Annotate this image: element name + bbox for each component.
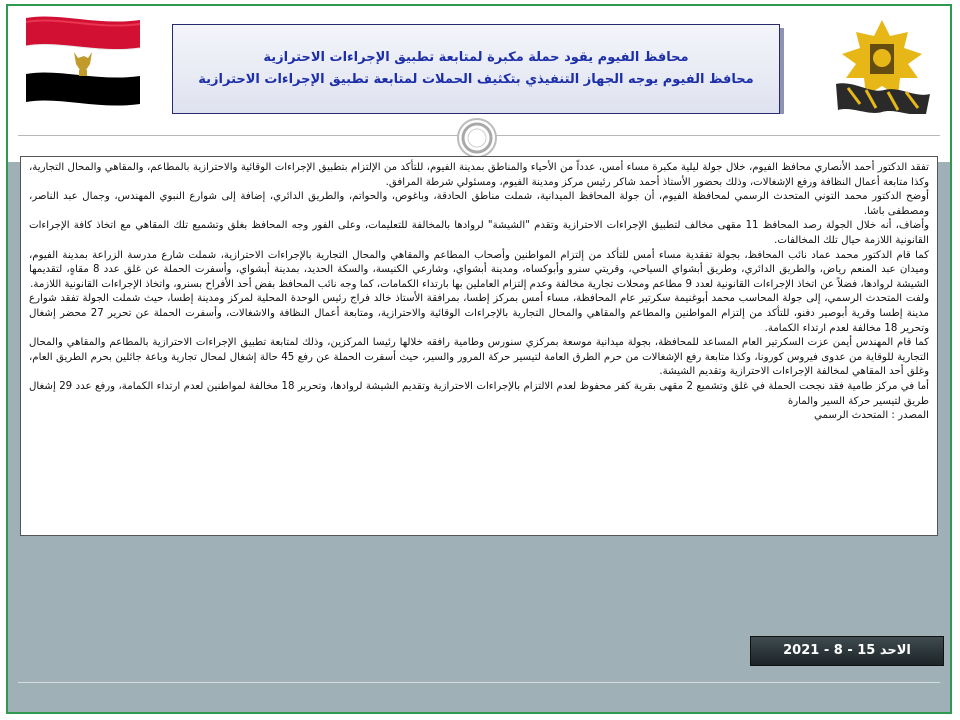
article-paragraph: ولفت المتحدث الرسمي، إلى جولة المحاسب محمد أبوغنيمة سكرتير عام المحافظة، مساء أمس بمركز إطسا، بمرافقة الأستاذ خالد فراج رئيس الوحدة المحلية لمركز ومدينة إطسا، حيث شملت الجولة تفقد شوارع مدينة إطسا وقرية أبوصير دفنو، للتأكد من إلتزام المواطنين والمطاعم والمقاهي والمحال التجارية بالإجراءات الوقائية والاحترازية، ومتابعة أعمال النظافة والاشغالات، وأسفرت الحملة عن تحرير 27 محضر إشغال وتحرير 18 مخالفة لعدم ارتداء الكمامة.: [29, 293, 929, 334]
article-paragraph: أوضح الدكتور محمد التوني المتحدث الرسمي لمحافظة الفيوم، أن جولة المحافظ الميدانية، شملت مناطق الحادقة، وباغوص، والحواتم، والطريق الدائري، إضافة إلى شوارع النبوي المهندس، وجمال عبد الناصر، ومصطفى باشا.: [29, 191, 929, 217]
bottom-rule: [18, 682, 940, 683]
article-paragraph: كما قام الدكتور محمد عماد نائب المحافظ، بجولة تفقدية مساء أمس للتأكد من إلتزام المواطنين وأصحاب المطاعم والمقاهي والمحال التجارية بالإجراءات الاحترازية، شملت شارع مدرسة الزراعة بمدينة الفيوم، وميدان عبد المنعم رياض، والطريق الدائري، وطريق أبشواي السياحي، وقريتي سنرو وأبوكساه، ومدينة أبشواي، وشارعي الكنيسة، والسكة الحديد، بمدينة أبشواي، وأسفرت الحملة عن غلق عدد 8 مقاهٍ، لتقديمها الشيشة لروادها، فضلاً عن اتخاذ الإجراءات القانونية لعدد 9 مطاعم ومحلات تجارية مخالفة وعدم إلتزام العاملين بها بارتداء الكمامات، كما وجه نائب المحافظ بفض أحد الأفراح بسنرو، واتخاذ الإجراءات القانونية اللازمة.: [29, 249, 929, 290]
article-source: المصدر : المتحدث الرسمي: [814, 410, 929, 422]
article-paragraph: وأضاف، أنه خلال الجولة رصد المحافظ 11 مقهى مخالف لتطبيق الإجراءات الاحترازية وتقدم "الشيشة" لروادها بالمخالفة للتعليمات، وعلى الفور وجه المحافظ بغلق وتشميع تلك المقاهي مع اتخاذ كافة الإجراءات القانونية اللازمة حيال تلك المخالفات.: [29, 220, 929, 246]
fayoum-governorate-logo-icon: [826, 14, 938, 122]
header-band: [8, 6, 950, 128]
headline-secondary: محافظ الفيوم يوجه الجهاز التنفيذي بتكثيف الحملات لمتابعة تطبيق الإجراءات الاحترازية: [198, 72, 754, 87]
date-badge: الاحد 15 - 8 - 2021: [750, 636, 944, 666]
header-divider: [8, 114, 950, 162]
article-paragraph: كما قام المهندس أيمن عزت السكرتير العام المساعد للمحافظة، بجولة ميدانية موسعة بمركزي سنورس وطامية رافقه خلالها رئيسا المركزين، وذلك لمتابعة تطبيق الإجراءات الاحترازية بالمطاعم والمقاهي والمحال التجارية للوقاية من عدوى فيروس كورونا، وكذا متابعة رفع الإشغالات من حرم الطرق العامة لتيسير حركة المرور والسير، حيث أسفرت الحملة عن رفع 45 حالة إشغال لمحال تجارية وباعة جائلين بحرم الطريق العام، وغلق أحد المقاهي لمخالفة الإجراءات الاحترازية وتقديم الشيشة.: [29, 337, 929, 378]
headline-box: [172, 24, 780, 114]
headline-primary: محافظ الفيوم يقود حملة مكبرة لمتابعة تطبيق الإجراءات الاحترازية: [263, 50, 689, 65]
article-body: [20, 156, 938, 536]
article-paragraph: أما في مركز طامية فقد نجحت الحملة في غلق وتشميع 2 مقهى بقرية كفر محفوظ لعدم الالتزام بالإجراءات الاحترازية وتقديم الشيشة لروادها، وتحرير 18 مخالفة لمواطنين لعدم ارتداء الكمامة، ورفع عدد 29 إشغال طريق لتيسير حركة السير والمارة: [29, 380, 929, 407]
ring-ornament-icon: [455, 116, 499, 160]
egypt-flag-icon: [18, 12, 148, 112]
page-frame: [6, 4, 952, 714]
article-paragraph: تفقد الدكتور أحمد الأنصاري محافظ الفيوم، خلال جولة ليلية مكبرة مساء أمس، عدداً من الأحياء والمناطق بمدينة الفيوم، للتأكد من الإلتزام بتطبيق الإجراءات الوقائية والاحترازية بالمطاعم، والمقاهي والمحال التجارية، وكذا متابعة أعمال النظافة ورفع الإشغالات، وذلك بحضور الأستاذ أحمد شاكر رئيس مركز ومدينة الفيوم، ومسئولي شرطة المرافق.: [29, 162, 929, 188]
